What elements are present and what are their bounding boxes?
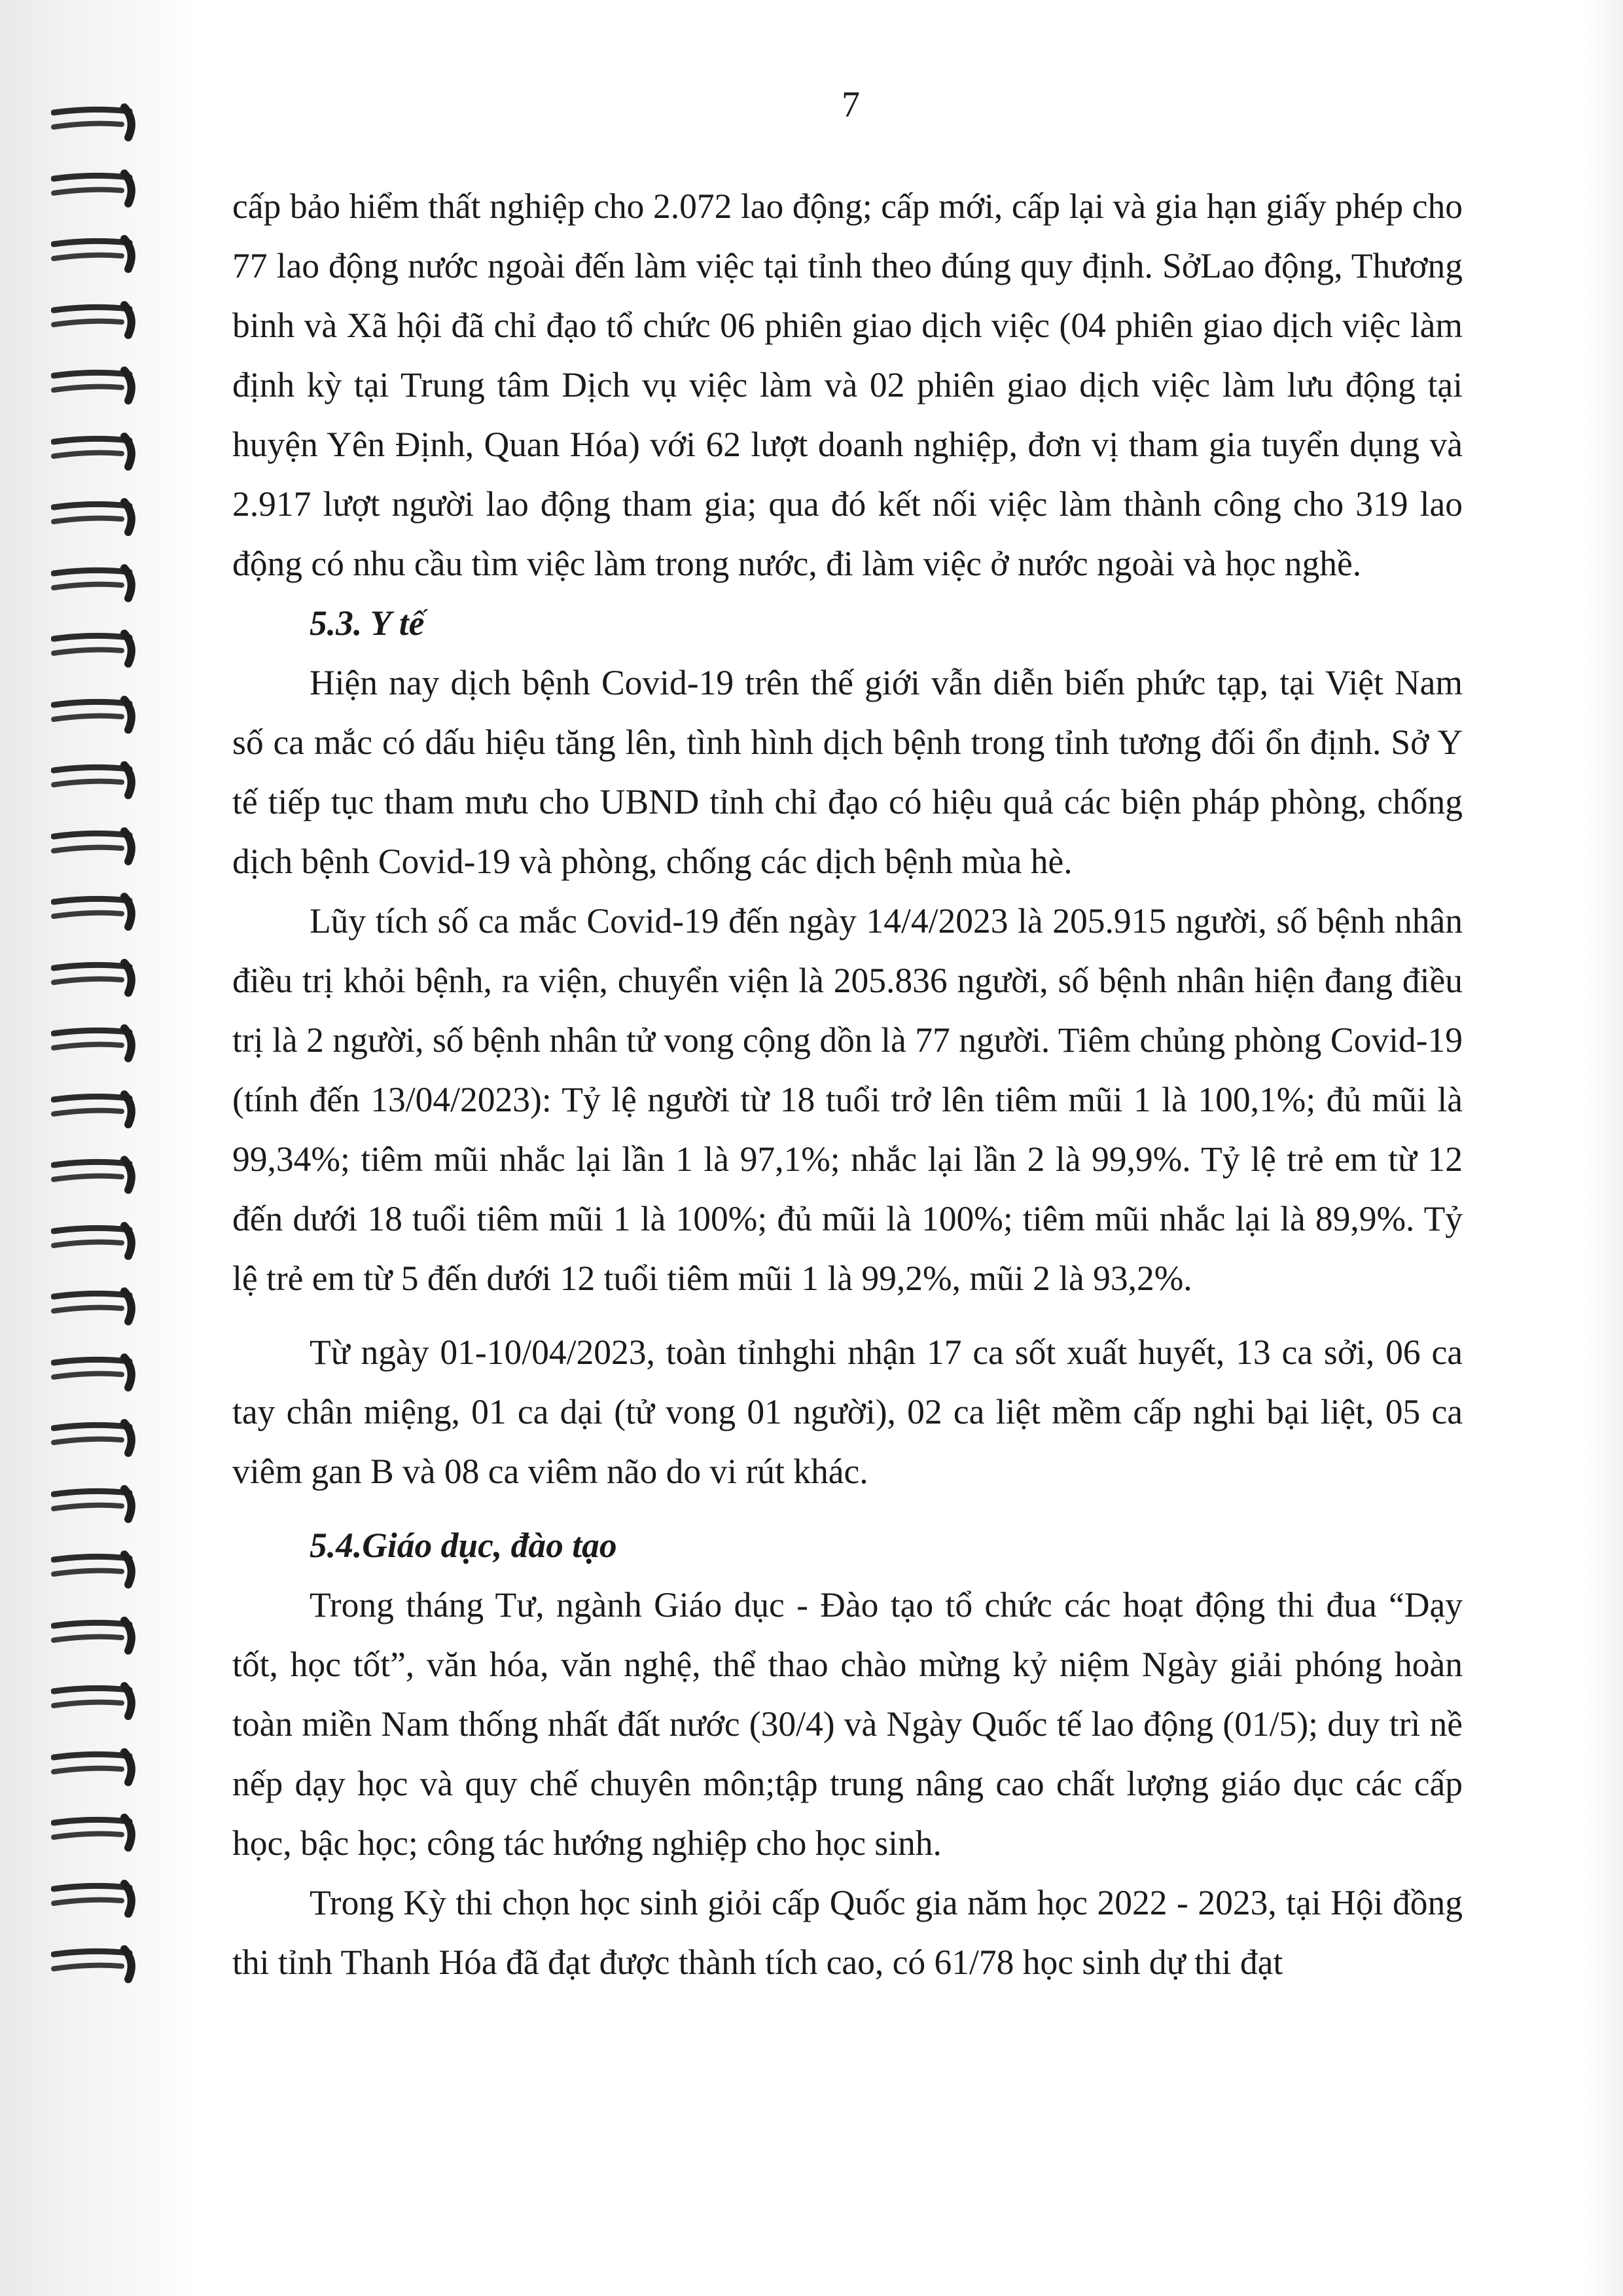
binding-ring: [51, 1348, 143, 1394]
binding-ring: [51, 1085, 143, 1131]
binding-ring: [51, 1808, 143, 1854]
paragraph-disease-cases: Từ ngày 01-10/04/2023, toàn tỉnhghi nhận 17 ca sốt xuất huyết, 13 ca sởi, 06 ca tay chân miệng, 01 ca dại (tử vong 01 người), 02 ca liệt mềm cấp nghi bại liệt, 05 ca viêm gan B và 08 ca viêm não do vi rút khác.: [232, 1333, 1463, 1491]
binding-ring: [51, 559, 143, 605]
page-number: 7: [842, 84, 860, 125]
binding-ring: [51, 230, 143, 276]
binding-ring: [51, 493, 143, 539]
binding-ring: [51, 624, 143, 670]
paragraph-covid-situation: Hiện nay dịch bệnh Covid-19 trên thế giới vẫn diễn biến phức tạp, tại Việt Nam số ca mắc có dấu hiệu tăng lên, tình hình dịch bệnh trong tỉnh tương đối ổn định. Sở Y tế tiếp tục tham mưu cho UBND tỉnh chỉ đạo có hiệu quả các biện pháp phòng, chống dịch bệnh Covid-19 và phòng, chống các dịch bệnh mùa hè.: [232, 663, 1463, 881]
document-body: [232, 177, 1463, 1992]
binding-ring: [51, 1480, 143, 1526]
binding-ring: [51, 361, 143, 407]
section-heading-education: 5.4.Giáo dục, đào tạo: [310, 1526, 617, 1565]
binding-ring: [51, 888, 143, 933]
binding-ring: [51, 756, 143, 802]
binding-ring: [51, 954, 143, 999]
binding-ring: [51, 1940, 143, 1986]
spiral-binding: [51, 98, 143, 2062]
binding-ring: [51, 691, 143, 736]
binding-ring: [51, 1019, 143, 1065]
binding-ring: [51, 296, 143, 342]
paragraph-education-activities: Trong tháng Tư, ngành Giáo dục - Đào tạo tổ chức các hoạt động thi đua “Dạy tốt, học tốt”, văn hóa, văn nghệ, thể thao chào mừng kỷ niệm Ngày giải phóng hoàn toàn miền Nam thống nhất đất nước (30/4) và Ngày Quốc tế lao động (01/5); duy trì nề nếp dạy học và quy chế chuyên môn;tập trung nâng cao chất lượng giáo dục các cấp học, bậc học; công tác hướng nghiệp cho học sinh.: [232, 1585, 1463, 1863]
paragraph-national-exam: Trong Kỳ thi chọn học sinh giỏi cấp Quốc gia năm học 2022 - 2023, tại Hội đồng thi tỉnh Thanh Hóa đã đạt được thành tích cao, có 61/78 học sinh dự thi đạt: [232, 1883, 1463, 1982]
binding-ring: [51, 1151, 143, 1196]
paragraph-employment: cấp bảo hiểm thất nghiệp cho 2.072 lao động; cấp mới, cấp lại và gia hạn giấy phép cho 77 lao động nước ngoài đến làm việc tại tỉnh theo đúng quy định. SởLao động, Thương binh và Xã hội đã chỉ đạo tổ chức 06 phiên giao dịch việc (04 phiên giao dịch việc làm định kỳ tại Trung tâm Dịch vụ việc làm và 02 phiên giao dịch việc làm lưu động tại huyện Yên Định, Quan Hóa) với 62 lượt doanh nghiệp, đơn vị tham gia tuyển dụng và 2.917 lượt người lao động tham gia; qua đó kết nối việc làm thành công cho 319 lao động có nhu cầu tìm việc làm trong nước, đi làm việc ở nước ngoài và học nghề.: [232, 187, 1463, 583]
binding-ring: [51, 1217, 143, 1263]
binding-ring: [51, 822, 143, 868]
binding-ring: [51, 1282, 143, 1328]
binding-ring: [51, 1414, 143, 1460]
section-heading-health: 5.3. Y tế: [310, 603, 425, 643]
binding-ring: [51, 1743, 143, 1789]
binding-ring: [51, 1611, 143, 1657]
page-shadow-right: [1584, 0, 1623, 2296]
binding-ring: [51, 1874, 143, 1920]
binding-ring: [51, 427, 143, 473]
binding-ring: [51, 1545, 143, 1591]
paragraph-covid-statistics: Lũy tích số ca mắc Covid-19 đến ngày 14/4/2023 là 205.915 người, số bệnh nhân điều trị khỏi bệnh, ra viện, chuyển viện là 205.836 người, số bệnh nhân hiện đang điều trị là 2 người, số bệnh nhân tử vong cộng dồn là 77 người. Tiêm chủng phòng Covid-19 (tính đến 13/04/2023): Tỷ lệ người từ 18 tuổi trở lên tiêm mũi 1 là 100,1%; đủ mũi là 99,34%; tiêm mũi nhắc lại lần 1 là 97,1%; nhắc lại lần 2 là 99,9%. Tỷ lệ trẻ em từ 12 đến dưới 18 tuổi tiêm mũi 1 là 100%; đủ mũi là 100%; tiêm mũi nhắc lại là 89,9%. Tỷ lệ trẻ em từ 5 đến dưới 12 tuổi tiêm mũi 1 là 99,2%, mũi 2 là 93,2%.: [232, 901, 1463, 1298]
binding-ring: [51, 1677, 143, 1723]
binding-ring: [51, 98, 143, 144]
binding-ring: [51, 164, 143, 210]
